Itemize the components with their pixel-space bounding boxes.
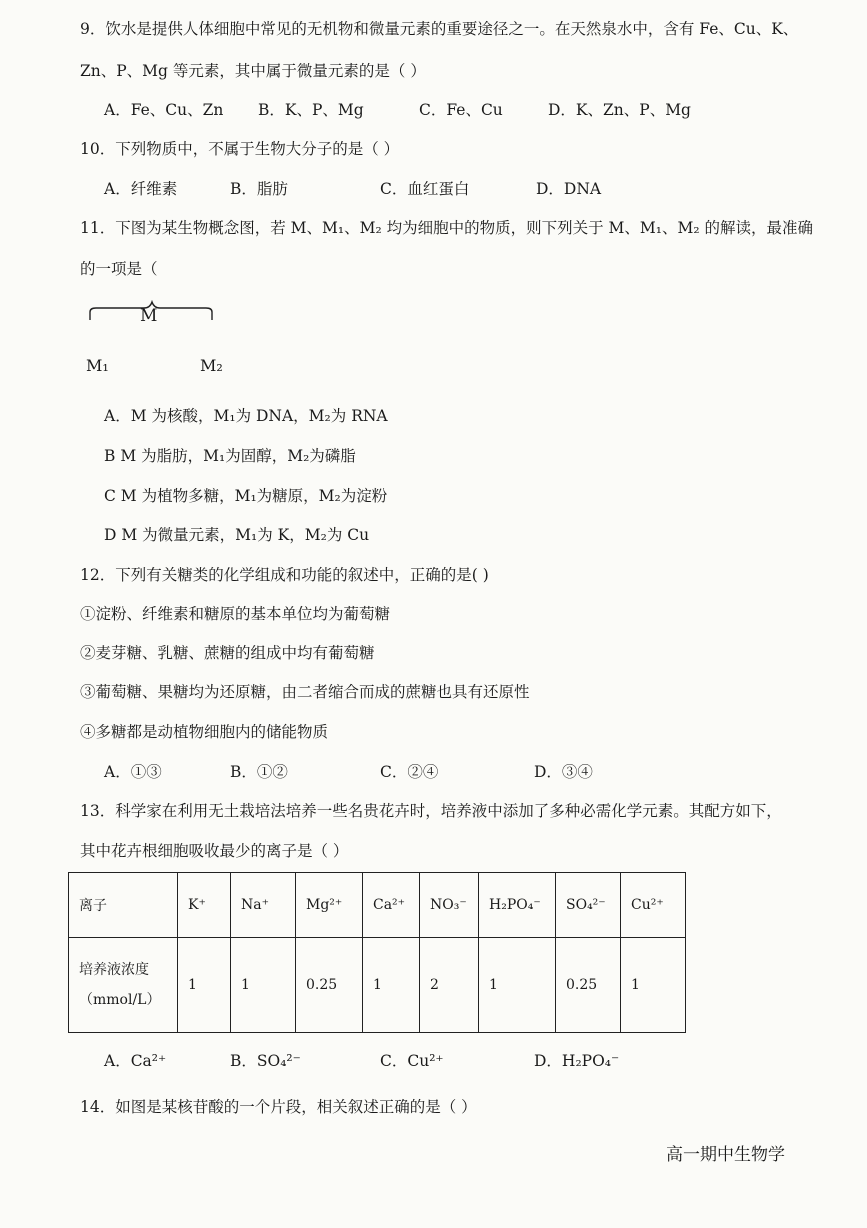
q9-option-b: B．K、P、Mg [258, 101, 364, 119]
table-ion-cell: Cu²⁺ [621, 873, 686, 938]
diagram-m1-label: M₁ [86, 356, 109, 375]
q14-stem: 14．如图是某核苷酸的一个片段，相关叙述正确的是（ ） [80, 1098, 477, 1116]
q11-stem-line2: 的一项是（ [80, 260, 158, 278]
q9-option-d: D．K、Zn、P、Mg [548, 101, 691, 119]
q11-option-a: A．M 为核酸，M₁为 DNA，M₂为 RNA [104, 407, 388, 425]
table-value-cell: 1 [231, 938, 296, 1033]
diagram-m-label: M [140, 306, 158, 326]
q10-option-c: C．血红蛋白 [380, 180, 470, 198]
table-ion-cell: SO₄²⁻ [556, 873, 621, 938]
q12-stem: 12．下列有关糖类的化学组成和功能的叙述中，正确的是( ) [80, 566, 489, 584]
table-value-cell: 2 [420, 938, 479, 1033]
q12-item-1: ①淀粉、纤维素和糖原的基本单位均为葡萄糖 [80, 605, 391, 623]
q11-option-d: D M 为微量元素，M₁为 K，M₂为 Cu [104, 526, 370, 544]
table-value-row [69, 938, 686, 1033]
q12-item-4: ④多糖都是动植物细胞内的储能物质 [80, 723, 329, 741]
q9-option-c: C．Fe、Cu [419, 101, 503, 119]
q13-option-c: C．Cu²⁺ [380, 1052, 444, 1070]
q10-stem: 10．下列物质中，不属于生物大分子的是（ ） [80, 140, 400, 158]
table-header-label: 离子 [69, 873, 178, 938]
q13-option-b: B．SO₄²⁻ [230, 1052, 301, 1070]
q11-stem-line1: 11．下图为某生物概念图，若 M、M₁、M₂ 均为细胞中的物质，则下列关于 M、M₁、M₂ 的解读，最准确 [80, 219, 814, 237]
table-ion-cell: NO₃⁻ [420, 873, 479, 938]
q12-item-2: ②麦芽糖、乳糖、蔗糖的组成中均有葡萄糖 [80, 644, 375, 662]
q9-stem-line2: Zn、P、Mg 等元素，其中属于微量元素的是（ ） [80, 62, 426, 80]
q9-stem-line1: 9．饮水是提供人体细胞中常见的无机物和微量元素的重要途径之一。在天然泉水中，含有 Fe、Cu、K、 [80, 20, 799, 38]
table-value-cell: 0.25 [296, 938, 363, 1033]
ion-concentration-table [68, 872, 686, 1033]
q12-option-a: A．①③ [104, 763, 162, 781]
table-value-cell: 1 [363, 938, 420, 1033]
q12-option-c: C．②④ [380, 763, 439, 781]
diagram-brace [88, 300, 218, 322]
q10-option-a: A．纤维素 [104, 180, 178, 198]
table-ion-cell: Ca²⁺ [363, 873, 420, 938]
q12-option-b: B．①② [230, 763, 288, 781]
diagram-m2-label: M₂ [200, 356, 223, 375]
q13-stem-line2: 其中花卉根细胞吸收最少的离子是（ ） [80, 842, 349, 860]
q11-option-b: B M 为脂肪，M₁为固醇，M₂为磷脂 [104, 447, 356, 465]
table-ion-cell: K⁺ [178, 873, 231, 938]
table-ion-cell: H₂PO₄⁻ [479, 873, 556, 938]
row-label-line1: 培养液浓度 [79, 962, 149, 978]
table-row-label [69, 938, 178, 1033]
table-ion-cell: Mg²⁺ [296, 873, 363, 938]
q13-option-a: A．Ca²⁺ [104, 1052, 167, 1070]
q12-item-3: ③葡萄糖、果糖均为还原糖，由二者缩合而成的蔗糖也具有还原性 [80, 683, 530, 701]
q9-option-a: A．Fe、Cu、Zn [104, 101, 224, 119]
table-ion-cell: Na⁺ [231, 873, 296, 938]
table-value-cell: 0.25 [556, 938, 621, 1033]
q13-option-d: D．H₂PO₄⁻ [534, 1052, 620, 1070]
table-header-row [69, 873, 686, 938]
table-value-cell: 1 [621, 938, 686, 1033]
q12-option-d: D．③④ [534, 763, 593, 781]
q10-option-b: B．脂肪 [230, 180, 288, 198]
q11-option-c: C M 为植物多糖，M₁为糖原，M₂为淀粉 [104, 487, 388, 505]
table-value-cell: 1 [178, 938, 231, 1033]
table-value-cell: 1 [479, 938, 556, 1033]
q13-stem-line1: 13．科学家在利用无土栽培法培养一些名贵花卉时，培养液中添加了多种必需化学元素。其配方如下， [80, 802, 782, 820]
page-footer: 高一期中生物学 [666, 1145, 785, 1165]
row-label-line2: （mmol/L） [79, 992, 161, 1008]
q10-option-d: D．DNA [536, 180, 602, 198]
